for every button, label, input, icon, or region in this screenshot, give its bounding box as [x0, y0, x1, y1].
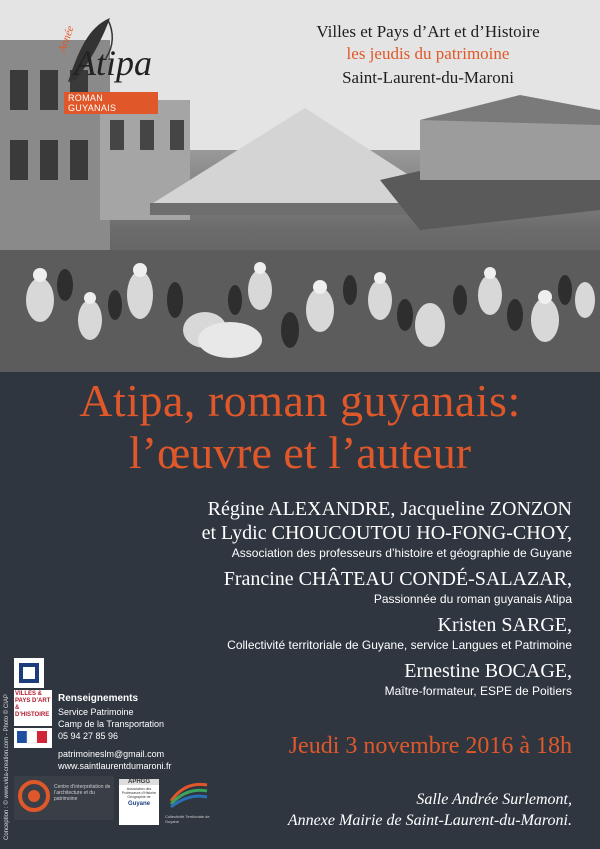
speaker-name: Régine ALEXANDRE, Jacqueline ZONZON [207, 498, 572, 520]
aphgg-logo-guyane: Guyane [127, 801, 150, 807]
speaker-affiliation: Association des professeurs d’histoire et géographie de Guyane [231, 546, 572, 560]
speaker-name: Kristen SARGE, [437, 614, 572, 636]
ministry-emblem-icon [14, 658, 44, 688]
atipa-logo [48, 12, 158, 112]
contact-location: Camp de la Transportation [58, 719, 165, 729]
ctg-logo-text: Collectivité Territoriale de Guyane [165, 814, 210, 824]
ministry-logo [14, 658, 44, 688]
contact-email[interactable]: patrimoineslm@gmail.com [58, 749, 165, 759]
speakers-list [132, 497, 572, 705]
vpah-logo-text: VILLES & PAYS D’ART & D’HISTOIRE [15, 691, 51, 718]
event-title-line-1: Atipa, roman guyanais: [79, 375, 521, 426]
speaker-affiliation: Maître-formateur, ESPE de Poitiers [384, 684, 572, 698]
contact-block [58, 693, 172, 772]
speaker-name: Ernestine BOCAGE, [404, 660, 572, 682]
contact-heading: Renseignements [58, 693, 139, 704]
header-line-3: Saint-Laurent-du-Maroni [342, 68, 514, 87]
header-line-1: Villes et Pays d’Art et d’Histoire [316, 22, 540, 41]
ciap-logo-text: Centre d’interprétation de l’architecture et du patrimoine [54, 784, 111, 802]
speaker-affiliation: Passionnée du roman guyanais Atipa [373, 592, 572, 606]
aphgg-logo-title: APHGG [119, 779, 159, 785]
contact-phone: 05 94 27 85 96 [58, 731, 119, 741]
french-flag-icon [14, 728, 52, 748]
logo-subtitle: ROMAN GUYANAIS [64, 92, 158, 114]
contact-website[interactable]: www.saintlaurentdumaroni.fr [58, 761, 172, 771]
ciap-logo [14, 776, 114, 820]
contact-service: Service Patrimoine [58, 707, 134, 717]
logo-name: Atipa [74, 43, 152, 83]
aphgg-logo [119, 779, 159, 825]
speaker-affiliation: Collectivité territoriale de Guyane, service Langues et Patrimoine [227, 638, 572, 652]
venue-line-1: Salle Andrée Surlemont, [416, 791, 572, 808]
vpah-logo [14, 690, 52, 726]
ciap-emblem-icon [14, 776, 54, 820]
speaker-name: Francine CHÂTEAU CONDÉ-SALAZAR, [223, 568, 572, 590]
ctg-logo [165, 779, 213, 825]
header-line-2: les jeudis du patrimoine [346, 44, 510, 63]
republic-logo [14, 728, 52, 748]
header-block [278, 22, 578, 88]
aphgg-logo-subtitle: Association des Professeurs d’Histoire Géographie de [121, 787, 157, 799]
ctg-emblem-icon [165, 779, 213, 809]
event-venue [288, 789, 572, 831]
event-title-line-2: l’œuvre et l’auteur [128, 427, 472, 478]
venue-line-2: Annexe Mairie de Saint-Laurent-du-Maroni. [287, 812, 572, 829]
logo-annee: Année [56, 24, 77, 55]
credit-text: Conception : © www.vida-creation.com - Photo © CIAP [4, 694, 10, 840]
speaker-name: et Lydic CHOUCOUTOU HO-FONG-CHOY, [201, 522, 572, 544]
event-date: Jeudi 3 novembre 2016 à 18h [288, 733, 572, 759]
